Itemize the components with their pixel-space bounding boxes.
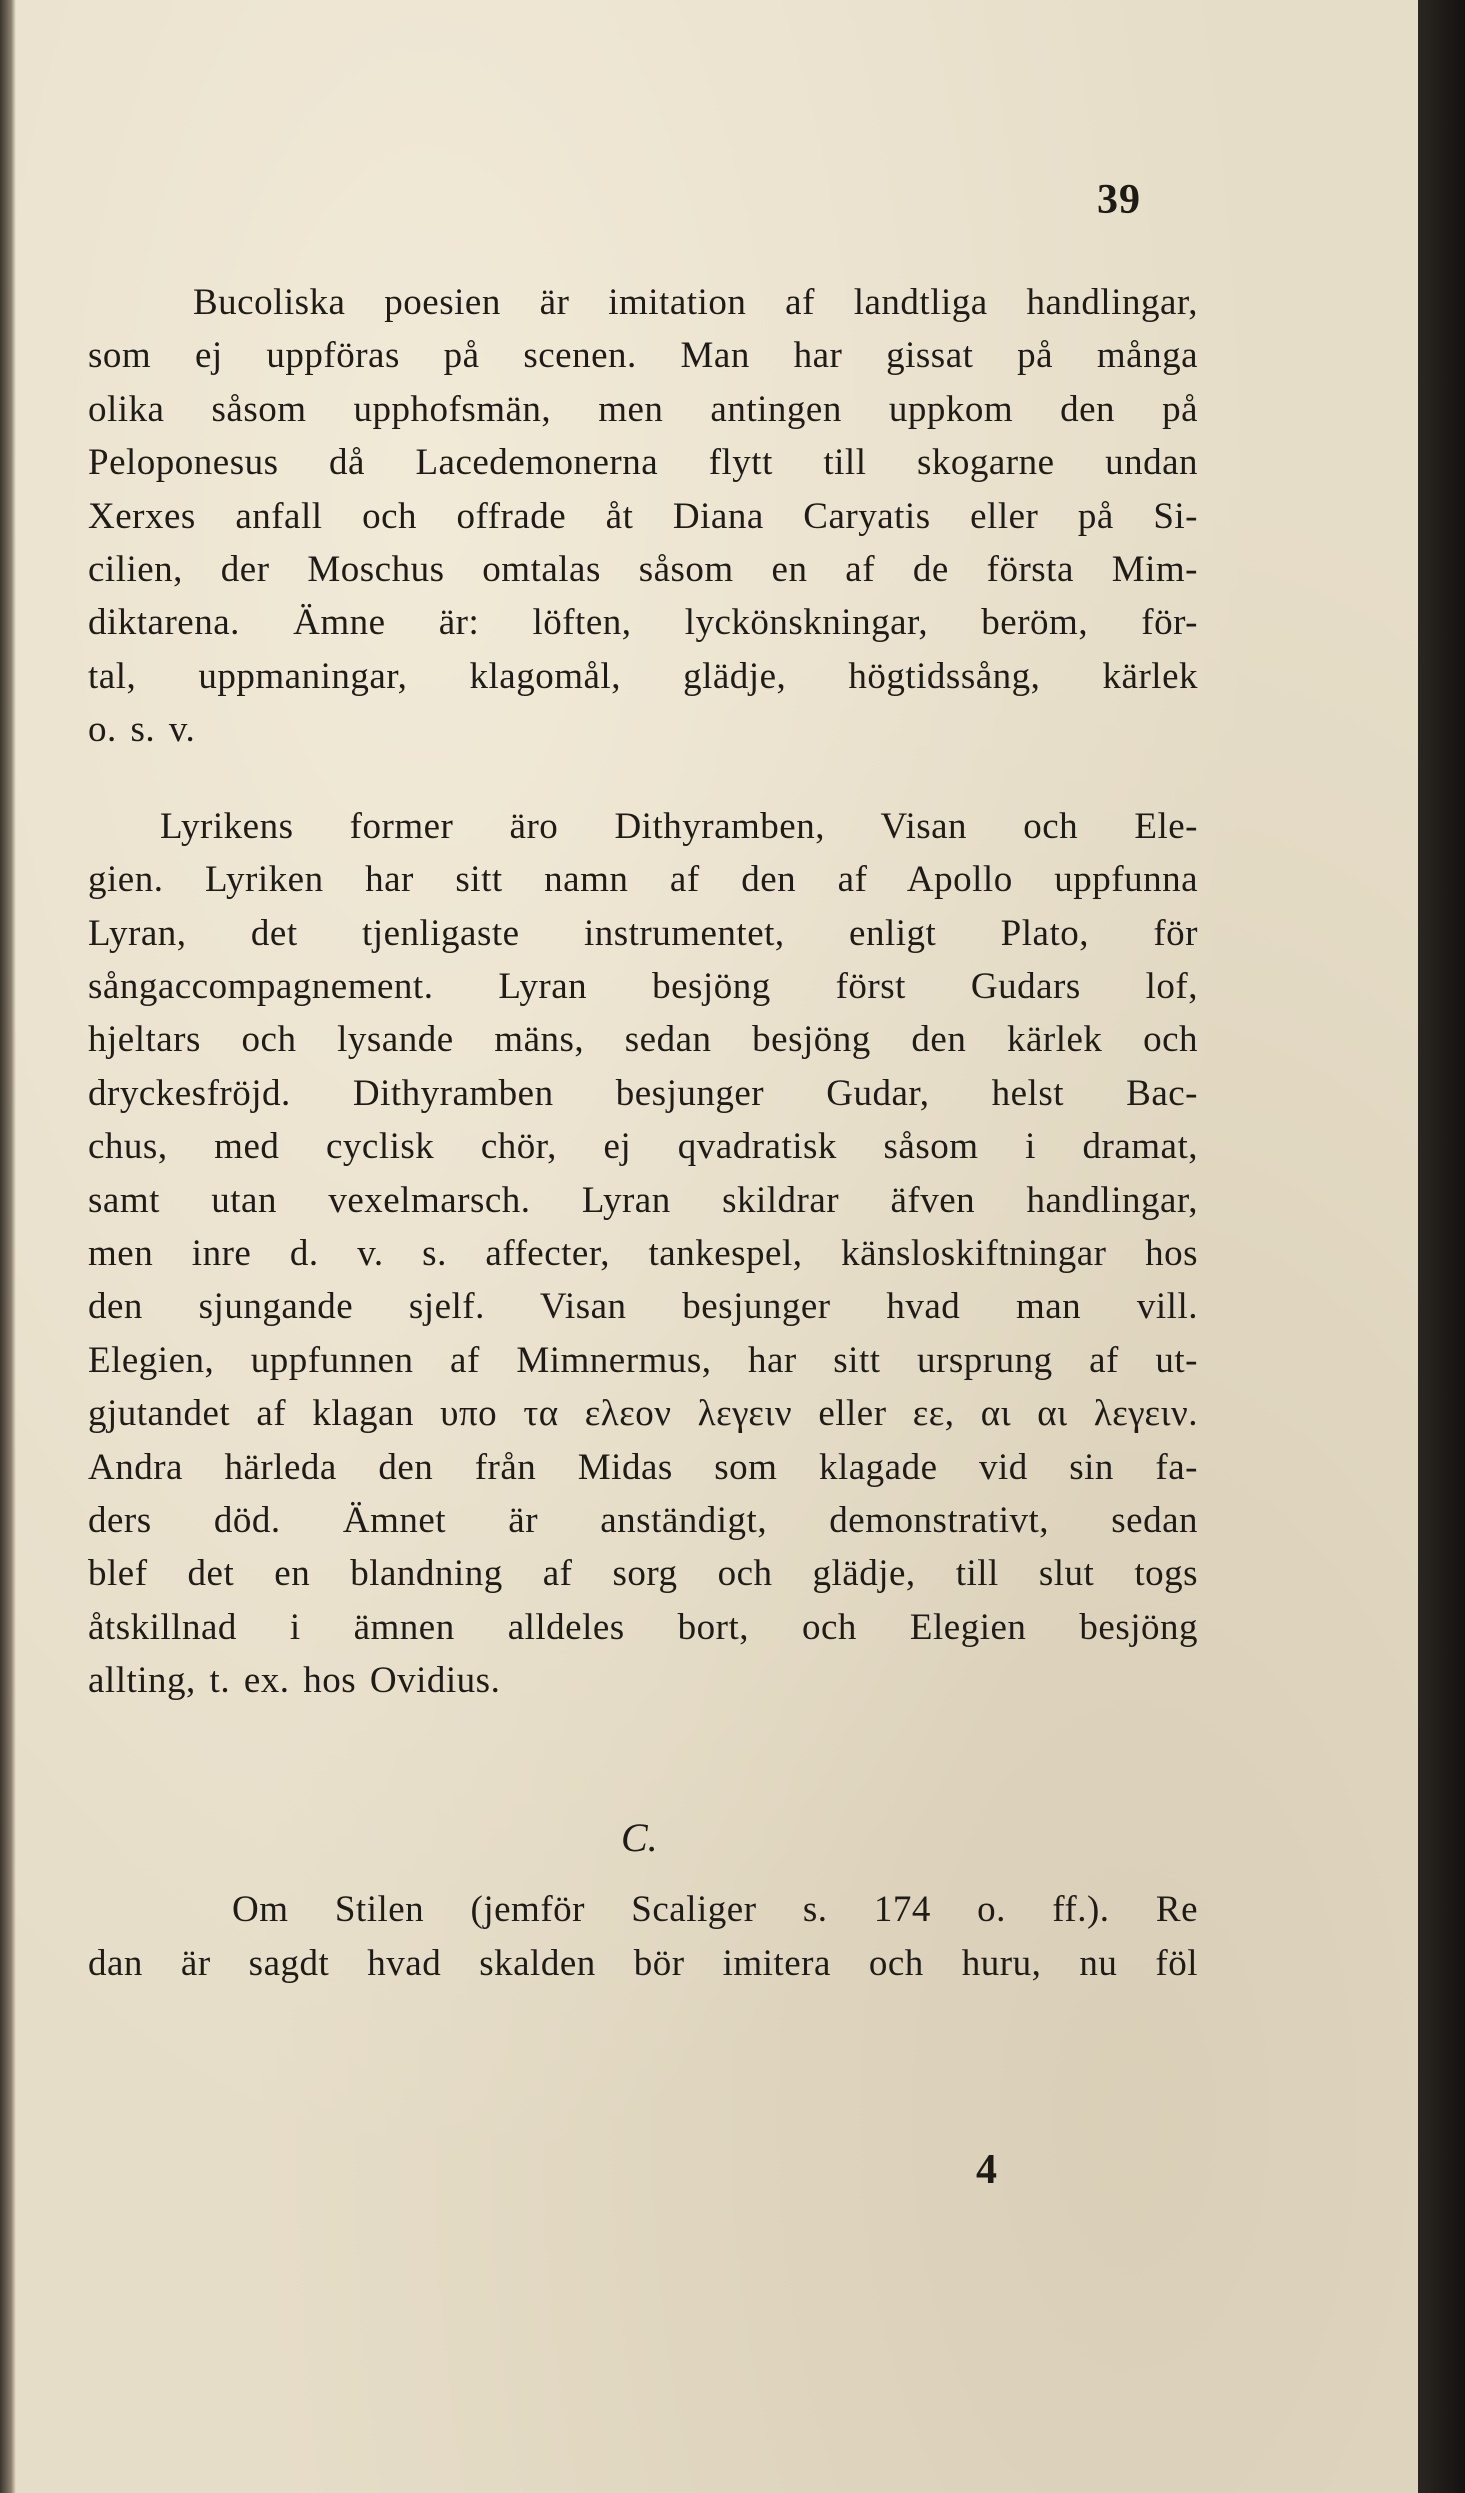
text-line: allting, t. ex. hos Ovidius. [88,1660,501,1701]
text-line: Elegien, uppfunnen af Mimnermus, har sitt ursprung af ut- [88,1340,1198,1381]
page-number: 39 [1097,177,1141,223]
text-line: den sjungande sjelf. Visan besjunger hvad man vill. [88,1286,1198,1327]
text-line: hjeltars och lysande mäns, sedan besjöng den kärlek och [88,1019,1198,1060]
signature-mark: 4 [976,2147,997,2193]
text-line: sångaccompagnement. Lyran besjöng först Gudars lof, [88,966,1198,1007]
text-line: gjutandet af klagan υπο τα ελεον λεγειν eller εε, αι αι λεγειν. [88,1393,1198,1434]
page-gutter-shadow [0,0,16,2493]
text-line: olika såsom upphofsmän, men antingen uppkom den på [88,389,1198,430]
text-line: ders död. Ämnet är anständigt, demonstrativt, sedan [88,1500,1198,1541]
text-line: men inre d. v. s. affecter, tankespel, känsloskiftningar hos [88,1233,1198,1274]
text-line: cilien, der Moschus omtalas såsom en af de första Mim- [88,549,1198,590]
section-heading: C. [621,1815,658,1860]
text-line: Lyran, det tjenligaste instrumentet, enligt Plato, för [88,913,1198,954]
text-line: Om Stilen (jemför Scaliger s. 174 o. ff.). Re [232,1889,1198,1930]
text-line: diktarena. Ämne är: löften, lyckönskningar, beröm, för- [88,602,1198,643]
text-line: gien. Lyriken har sitt namn af den af Apollo uppfunna [88,859,1198,900]
text-line: tal, uppmaningar, klagomål, glädje, högtidssång, kärlek [88,656,1198,697]
text-line: Bucoliska poesien är imitation af landtliga handlingar, [193,282,1198,323]
text-line: blef det en blandning af sorg och glädje, till slut togs [88,1553,1198,1594]
text-line: o. s. v. [88,709,196,750]
text-line: dryckesfröjd. Dithyramben besjunger Gudar, helst Bac- [88,1073,1198,1114]
text-line: chus, med cyclisk chör, ej qvadratisk såsom i dramat, [88,1126,1198,1167]
text-line: åtskillnad i ämnen alldeles bort, och Elegien besjöng [88,1607,1198,1648]
scan-border [1418,0,1465,2493]
text-line: Andra härleda den från Midas som klagade vid sin fa- [88,1447,1198,1488]
text-line: Lyrikens former äro Dithyramben, Visan och Ele- [160,806,1198,847]
text-line: samt utan vexelmarsch. Lyran skildrar äfven handlingar, [88,1180,1198,1221]
text-line: som ej uppföras på scenen. Man har gissat på många [88,335,1198,376]
text-line: Xerxes anfall och offrade åt Diana Caryatis eller på Si- [88,496,1198,537]
text-line: Peloponesus då Lacedemonerna flytt till skogarne undan [88,442,1198,483]
text-line: dan är sagdt hvad skalden bör imitera och huru, nu föl [88,1943,1198,1984]
